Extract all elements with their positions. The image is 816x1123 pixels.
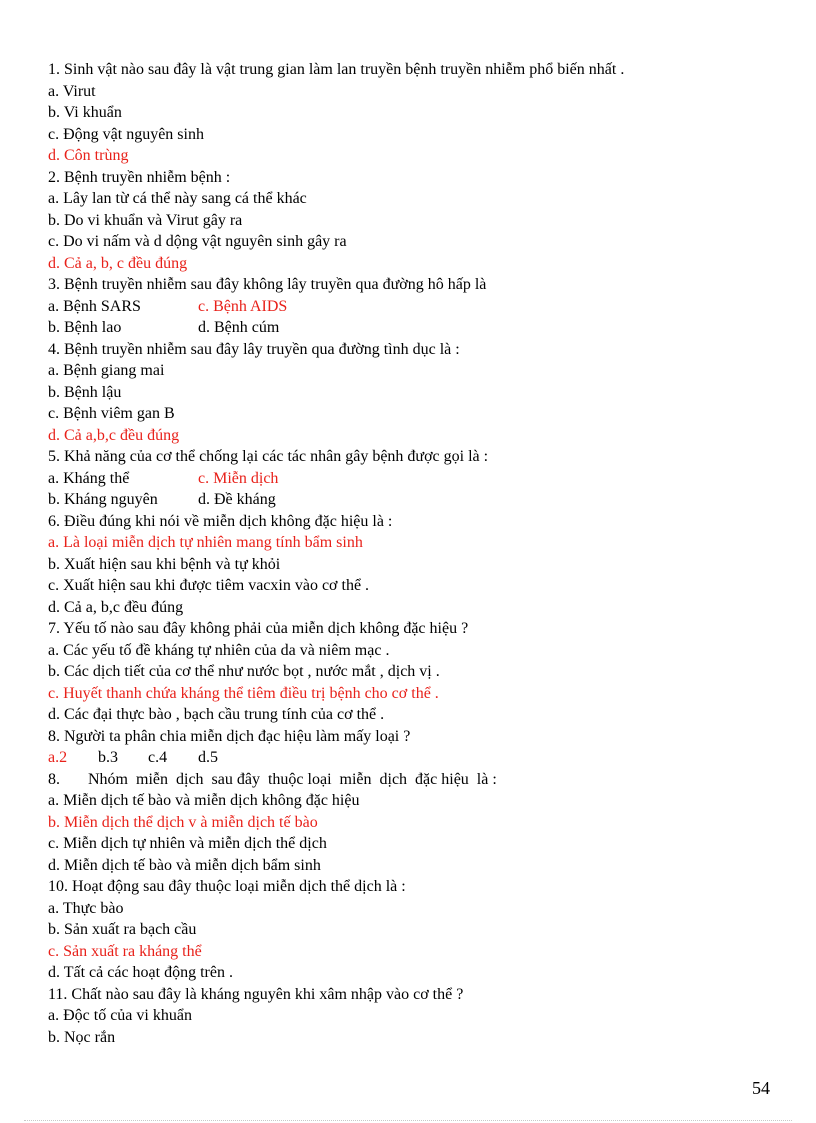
question-3-option-a: a. Bệnh SARS (48, 297, 141, 315)
question-9-option-d: d. Miễn dịch tế bào và miễn dịch bẩm sinh (48, 856, 321, 874)
question-8-option-c: c.4 (148, 749, 168, 766)
question-5-row-1 (48, 468, 788, 490)
question-4-option-c: c. Bệnh viêm gan B (48, 405, 175, 422)
question-8-options-row (48, 747, 788, 769)
question-10-option-d: d. Tất cả các hoạt động trên . (48, 964, 233, 981)
question-10-option-a: a. Thực bào (48, 899, 124, 917)
question-5-option-d: d. Đề kháng (198, 491, 276, 508)
question-4-option-b: b. Bệnh lậu (48, 383, 122, 401)
question-3-answer: c. Bệnh AIDS (198, 297, 288, 315)
page-number: 54 (752, 1078, 770, 1098)
question-3-stem: 3. Bệnh truyền nhiễm sau đây không lây truyền qua đường hô hấp là (48, 276, 487, 293)
question-2-option-a: a. Lây lan từ cá thể này sang cá thể khác (48, 190, 307, 207)
question-10-option-b: b. Sản xuất ra bạch cầu (48, 921, 197, 938)
question-6-option-d: d. Cả a, b,c đều đúng (48, 598, 184, 616)
question-11-option-a: a. Độc tố của vi khuẩn (48, 1007, 192, 1024)
question-1-option-b: b. Vi khuẩn (48, 104, 122, 121)
question-7-option-b: b. Các dịch tiết của cơ thể như nước bọt , nước mắt , dịch vị . (48, 663, 440, 680)
footer-divider (24, 1120, 792, 1121)
question-9-answer: b. Miễn dịch thể dịch v à miễn dịch tế bào (48, 813, 318, 831)
question-2-stem: 2. Bệnh truyền nhiễm bệnh : (48, 168, 231, 186)
question-9-option-a: a. Miễn dịch tế bào và miễn dịch không đặc hiệu (48, 792, 360, 809)
question-8-stem: 8. Người ta phân chia miễn dịch đạc hiệu làm mấy loại ? (48, 727, 411, 745)
question-list (48, 59, 788, 1048)
question-3-row-1 (48, 296, 788, 318)
question-1-option-c: c. Động vật nguyên sinh (48, 125, 204, 143)
question-5-answer: c. Miễn dịch (198, 469, 279, 487)
question-5-option-b: b. Kháng nguyên (48, 491, 158, 508)
question-2-option-c: c. Do vi nấm và d dộng vật nguyên sinh gây ra (48, 233, 347, 250)
question-4-stem: 4. Bệnh truyền nhiễm sau đây lây truyền qua đường tình dục là : (48, 340, 460, 358)
question-4-answer: d. Cả a,b,c đều đúng (48, 426, 180, 444)
question-5-row-2 (48, 489, 788, 511)
question-2-option-b: b. Do vi khuẩn và Virut gây ra (48, 211, 243, 229)
question-3-option-b: b. Bệnh lao (48, 319, 122, 336)
question-2-answer: d. Cả a, b, c đều đúng (48, 254, 188, 272)
question-6-option-c: c. Xuất hiện sau khi được tiêm vacxin vào cơ thể . (48, 577, 370, 594)
question-3-row-2 (48, 317, 788, 339)
question-3-option-d: d. Bệnh cúm (198, 319, 280, 336)
question-6-option-b: b. Xuất hiện sau khi bệnh và tự khỏi (48, 555, 281, 573)
question-6-answer: a. Là loại miễn dịch tự nhiên mang tính bẩm sinh (48, 534, 363, 551)
question-5-stem: 5. Khả năng của cơ thể chống lại các tác nhân gây bệnh được gọi là : (48, 448, 489, 465)
question-11-option-b: b. Nọc rắn (48, 1028, 116, 1046)
question-4-option-a: a. Bệnh giang mai (48, 362, 165, 379)
question-10-stem: 10. Hoạt động sau đây thuộc loại miễn dịch thể dịch là : (48, 878, 406, 895)
question-7-option-a: a. Các yếu tố đề kháng tự nhiên của da và niêm mạc . (48, 641, 390, 659)
question-9-option-c: c. Miễn dịch tự nhiên và miễn dịch thể dịch (48, 835, 327, 852)
question-1-answer: d. Côn trùng (48, 147, 129, 164)
question-1-option-a: a. Virut (48, 82, 96, 100)
question-7-stem: 7. Yếu tố nào sau đây không phải của miễn dịch không đặc hiệu ? (48, 620, 469, 637)
question-11-stem: 11. Chất nào sau đây là kháng nguyên khi xâm nhập vào cơ thể ? (48, 985, 464, 1003)
question-9-stem: 8. Nhóm miễn dịch sau đây thuộc loại miễn dịch đặc hiệu là : (48, 770, 497, 788)
question-8-option-d: d.5 (198, 749, 218, 766)
question-1-stem: 1. Sinh vật nào sau đây là vật trung gian làm lan truyền bệnh truyền nhiễm phổ biến nhất . (48, 61, 625, 78)
question-10-answer: c. Sản xuất ra kháng thể (48, 942, 202, 960)
question-7-option-d: d. Các đại thực bào , bạch cầu trung tính của cơ thể . (48, 706, 385, 723)
question-5-option-a: a. Kháng thể (48, 469, 130, 487)
question-8-option-b: b.3 (98, 749, 118, 766)
question-8-answer: a.2 (48, 749, 68, 766)
question-6-stem: 6. Điều đúng khi nói về miễn dịch không đặc hiệu là : (48, 512, 393, 530)
question-7-answer: c. Huyết thanh chứa kháng thể tiêm điều trị bệnh cho cơ thể . (48, 684, 439, 702)
